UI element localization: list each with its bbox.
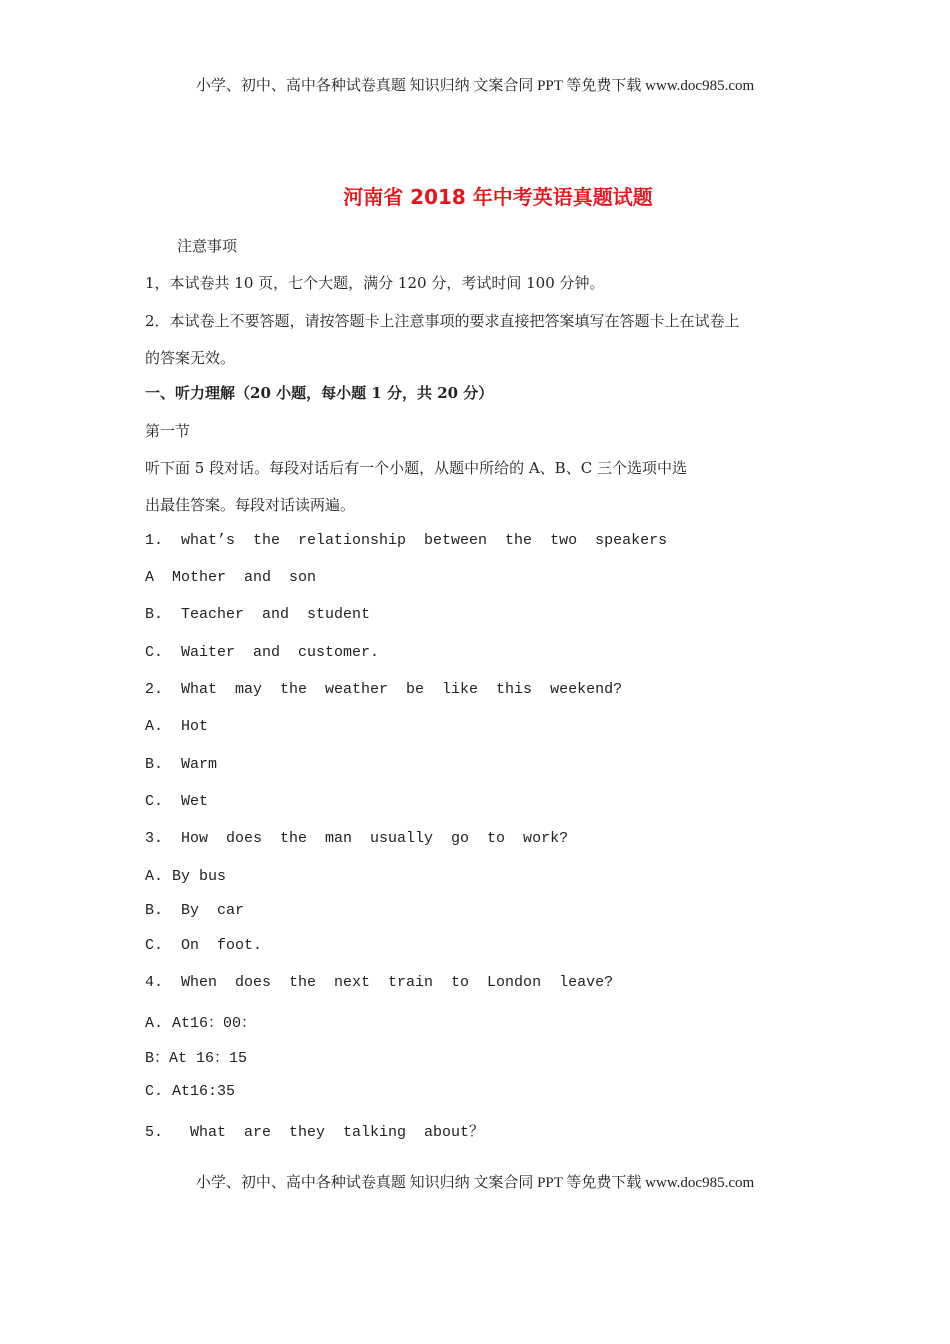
notes-item-1: 1，本试卷共 10 页，七个大题，满分 120 分，考试时间 100 分钟。 <box>145 274 605 292</box>
question-1-option-a: A Mother and son <box>145 569 317 586</box>
question-2-option-c: C. Wet <box>145 793 209 810</box>
notes-heading: 注意事项 <box>177 237 238 255</box>
page-header: 小学、初中、高中各种试卷真题 知识归纳 文案合同 PPT 等免费下载 www.doc985.com <box>195 78 755 94</box>
question-3-option-c: C. On foot. <box>145 937 263 954</box>
document-title: 河南省 2018 年中考英语真题试题 <box>343 185 653 209</box>
question-1-option-c: C. Waiter and customer. <box>145 644 380 661</box>
section-part: 第一节 <box>145 422 191 440</box>
section-instructions-line-1: 听下面 5 段对话。每段对话后有一个小题，从题中所给的 A、B、C 三个选项中选 <box>145 459 687 477</box>
question-5: 5. What are they talking about？ <box>145 1124 485 1141</box>
question-4-option-a: A. At16：00： <box>145 1015 257 1032</box>
question-4-option-c: C. At16:35 <box>145 1083 236 1100</box>
question-2-option-b: B. Warm <box>145 756 218 773</box>
question-3-option-b: B. By car <box>145 902 245 919</box>
question-2-option-a: A. Hot <box>145 718 209 735</box>
section-instructions-line-2: 出最佳答案。每段对话读两遍。 <box>145 496 356 514</box>
page-footer: 小学、初中、高中各种试卷真题 知识归纳 文案合同 PPT 等免费下载 www.doc985.com <box>195 1175 755 1191</box>
question-1-option-b: B. Teacher and student <box>145 606 371 623</box>
question-1: 1. what’s the relationship between the two speakers <box>145 532 668 549</box>
question-4-option-b: B：At 16：15 <box>145 1050 248 1067</box>
section-heading: 一、听力理解（20 小题，每小题 1 分，共 20 分） <box>145 384 494 402</box>
notes-item-2-line-2: 的答案无效。 <box>145 349 236 367</box>
question-3: 3. How does the man usually go to work? <box>145 830 569 847</box>
question-2: 2. What may the weather be like this weekend? <box>145 681 623 698</box>
question-3-option-a: A. By bus <box>145 868 227 885</box>
question-4: 4. When does the next train to London leave? <box>145 974 614 991</box>
notes-item-2-line-1: 2．本试卷上不要答题，请按答题卡上注意事项的要求直接把答案填写在答题卡上在试卷上 <box>145 312 740 330</box>
